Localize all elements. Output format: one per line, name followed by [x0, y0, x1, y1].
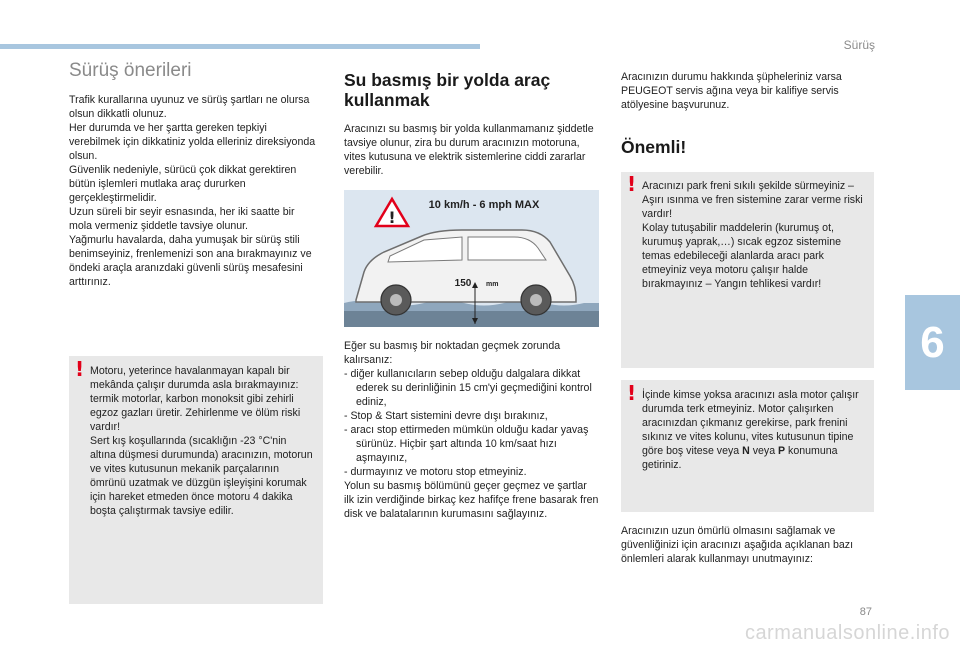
warning-icon: !	[75, 357, 85, 381]
water-depth-unit: mm	[486, 281, 499, 288]
flooded-road-step: - durmayınız ve motoru stop etmeyiniz.	[344, 466, 527, 478]
warning-text: Sert kış koşullarında (sıcaklığın -23 °C'nin altına düşmesi durumunda) aracınızın, motorun ve vites kutusunun mekanik parçalarının ömrünü uzatmak ve düzgün işleyişini korumak için hareket etmeden önce motoru 4 dakika boşta çalıştırmak tavsiye edilir.	[90, 435, 313, 517]
chapter-number: 6	[920, 317, 945, 367]
flooded-road-title: Su basmış bir yolda araç kullanmak	[344, 70, 551, 110]
unattended-vehicle-warning-box	[621, 380, 874, 512]
driving-tip: Uzun süreli bir seyir esnasında, her iki saatte bir mola vermeniz şiddetle tavsiye olunur.	[69, 206, 295, 232]
gear-p: P	[778, 445, 786, 457]
flooded-road-step: - diğer kullanıcıların sebep olduğu dalgalara dikkat ederek su derinliğinin 15 cm'yi geçmediğini kontrol ediniz,	[344, 368, 592, 408]
gear-n: N	[742, 445, 750, 457]
car-in-water-svg	[344, 190, 599, 327]
top-accent-bar	[0, 44, 480, 49]
warning-text: Motoru, yeterince havalanmayan kapalı bir mekânda çalışır durumda asla bırakmayınız: termik motorlar, karbon monoksit gibi zehirli egzoz gazları üretir. Zehirlenme ve ölüm riski vardır!	[90, 365, 301, 433]
important-title: Önemli!	[621, 137, 687, 157]
watermark: carmanualsonline.info	[744, 622, 950, 644]
driving-tip: Yağmurlu havalarda, daha yumuşak bir sürüş stili benimseyiniz, frenlemenizi son ana bırakmayınız ve öndeki araçla aranızdaki güvenli sürüş mesafesini arttırınız.	[69, 234, 312, 288]
water-depth-label: 150	[454, 278, 472, 289]
flooded-road-illustration	[344, 190, 599, 327]
flooded-road-lead: Eğer su basmış bir noktadan geçmek zorunda kalırsanız:	[344, 340, 561, 366]
important-column	[621, 70, 876, 566]
warning-text: Aracınızı park freni sıkılı şekilde sürmeyiniz – Aşırı ısınma ve fren sistemine zarar verme riski vardır!	[642, 180, 863, 220]
warning-triangle-mark: !	[388, 208, 396, 227]
driving-tips-title: Sürüş önerileri	[69, 60, 192, 81]
warning-icon: !	[627, 381, 637, 405]
flooded-road-outro: Yolun su basmış bölümünü geçer geçmez ve şartlar ilk izin verdiğinde birkaç kez hafifçe frene basarak fren disk ve balatalarının kurumasını sağlayınız.	[344, 480, 599, 520]
parking-brake-warning-box	[621, 172, 874, 368]
driving-tip: Her durumda ve her şartta gereken tepkiyi verebilmek için dikkatiniz yolda elleriniz direksiyonda olsun.	[69, 122, 316, 162]
longevity-advice: Aracınızın uzun ömürlü olmasını sağlamak ve güvenliğinizi için aracınızı aşağıda açıklanan bazı önlemleri alarak kullanmayı unutmayınız:	[621, 525, 854, 565]
road-bed	[344, 311, 599, 327]
page-number: 87	[859, 606, 872, 618]
flooded-road-intro: Aracınızı su basmış bir yolda kullanmamanız şiddetle tavsiye olunur, zira bu durum aracınızın motoruna, vites kutusuna ve elektrik sistemlerine ciddi zararlar verebilir.	[344, 123, 594, 177]
service-advice: Aracınızın durumu hakkında şüpheleriniz varsa PEUGEOT servis ağına veya bir kalifiye servis atölyesine başvurunuz.	[621, 71, 842, 111]
section-name: Sürüş	[843, 38, 875, 52]
driving-tips-column	[69, 60, 319, 289]
flooded-road-step: - Stop & Start sistemini devre dışı bırakınız,	[344, 410, 548, 422]
driving-tip: Trafik kurallarına uyunuz ve sürüş şartları ne olursa olsun dikkatli olunuz.	[69, 94, 310, 120]
driving-tip: Güvenlik nedeniyle, sürücü çok dikkat gerektiren bütün işlemleri mutlaka araç dururken gerçekleştirmelidir.	[69, 164, 297, 204]
flooded-road-column	[344, 70, 599, 521]
speed-limit-label: 10 km/h - 6 mph MAX	[428, 199, 540, 211]
warning-text: İçinde kimse yoksa aracınızı asla motor çalışır durumda terk etmeyiniz. Motor çalışırken aracınızdan çıkmanız gerekirse, park frenini sıkınız ve vites kolunu, vites kutusunun tipine göre boş vitese veya N veya P konumuna getiriniz.	[642, 389, 859, 471]
warning-text: Kolay tutuşabilir maddelerin (kurumuş ot, kurumuş yaprak,…) sıcak egzoz sistemine temas edebileceği alanlarda aracı park etmeyiniz veya motoru çalışır halde bırakmayınız – Yangın tehlikesi vardır!	[642, 222, 841, 290]
engine-warning-box	[69, 356, 323, 604]
chapter-tab	[905, 295, 960, 390]
flooded-road-step: - aracı stop ettirmeden mümkün olduğu kadar yavaş sürünüz. Hiçbir şart altında 10 km/saat hızı aşmayınız,	[344, 424, 589, 464]
warning-icon: !	[627, 172, 637, 196]
